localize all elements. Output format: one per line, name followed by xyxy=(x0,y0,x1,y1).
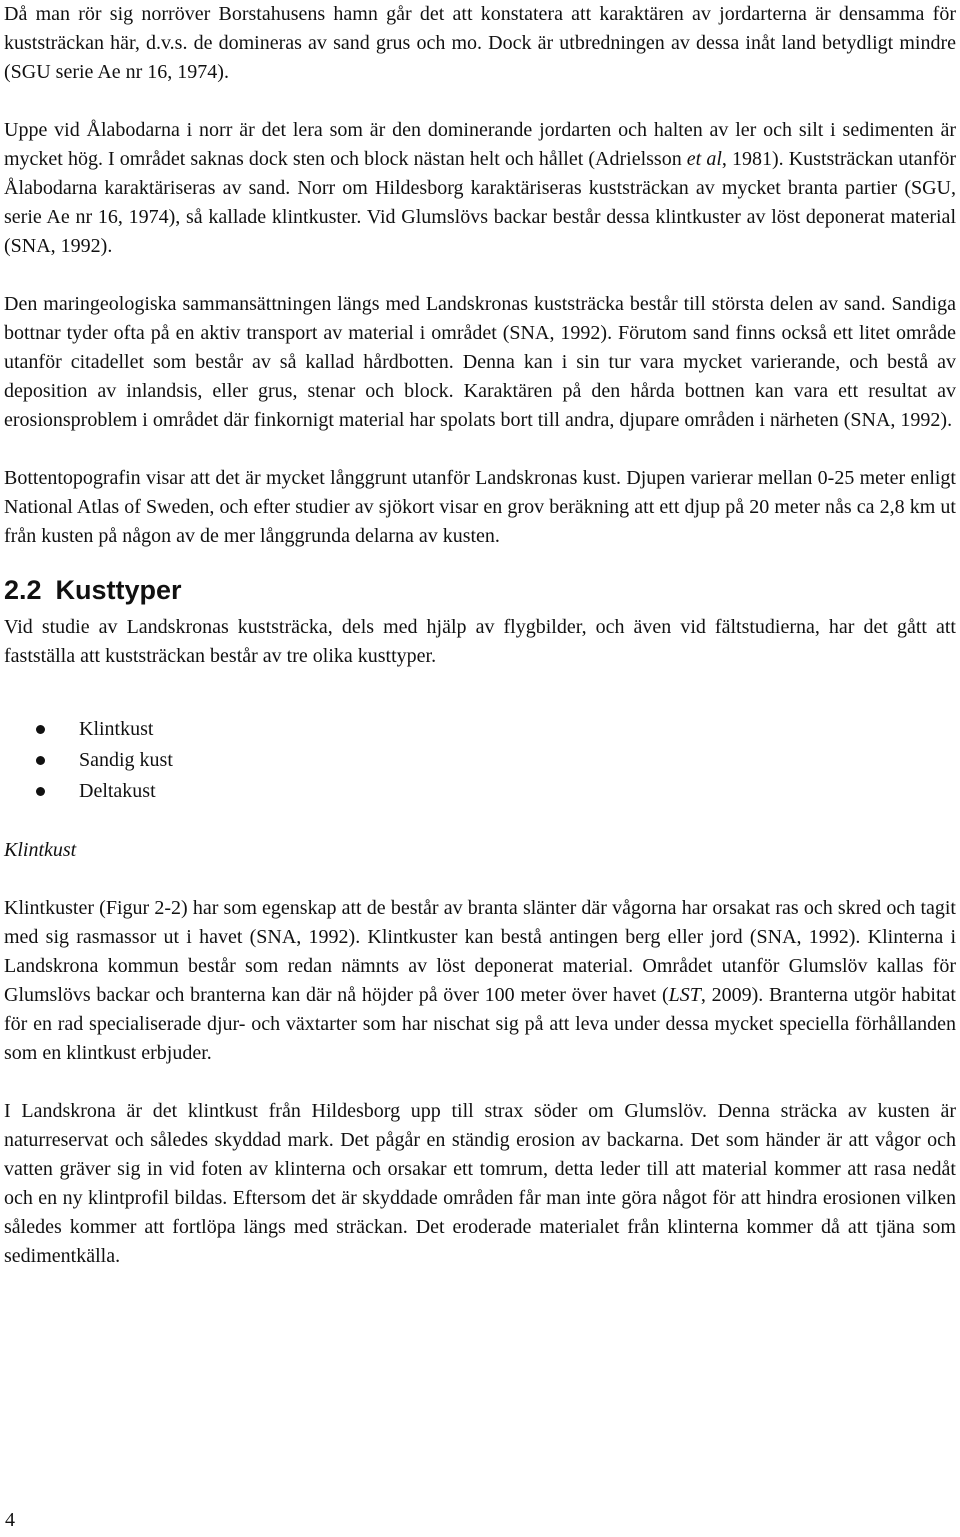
paragraph-landskrona-klintkust: I Landskrona är det klintkust från Hildesborg upp till strax söder om Glumslöv. Denna sträcka av kusten är naturreservat och således skyddad mark. Det pågår en ständig erosion av backarna. Det som händer är att vågor och vatten gräver sig in vid foten av klinterna och orsakar ett tomrum, detta leder till att material kommer att rasa nedåt och en ny klintprofil bildas. Eftersom det är skyddade områden får man inte göra något för att hindra erosionen vilken således kommer att fortlöpa längs med sträckan. Det eroderade materialet från klinterna kommer då att tjäna som sedimentkälla. xyxy=(4,1100,956,1267)
paragraph-alabodarna-text-a: Uppe vid Ålabodarna i norr är det lera som är den dominerande jordarten och halten av ler och silt i sedimenten är mycket hög. I området saknas dock sten och block nästan helt och hållet (Adrielsson xyxy=(4,119,956,170)
paragraph-klintkuster-text-a: Klintkuster (Figur 2-2) har som egenskap att de består av branta slänter där vågorna har orsakat ras och skred och tagit med sig rasmassor ut i havet (SNA, 1992). Klintkuster kan bestå antingen berg eller jord (SNA, 1992). Klinterna i Landskrona kommun består som redan nämnts av löst deponerat material. Området utanför Glumslöv kallas för Glumslövs backar och branterna kan där nå höjder på över 100 meter över havet ( xyxy=(4,897,956,1006)
coast-type-list xyxy=(4,714,956,807)
section-heading xyxy=(4,573,956,607)
section-number: 2.2 xyxy=(4,575,42,605)
list-item-klintkust: Klintkust xyxy=(36,714,956,745)
section-title: Kusttyper xyxy=(55,575,182,605)
list-item-deltakust: Deltakust xyxy=(36,776,956,807)
citation-et-al: et al xyxy=(686,148,722,170)
list-item-sandig-kust: Sandig kust xyxy=(36,745,956,776)
citation-lst: LST xyxy=(668,984,701,1006)
paragraph-alabodarna xyxy=(4,116,956,261)
paragraph-maringeologi: Den maringeologiska sammansättningen längs med Landskronas kuststräcka består till största delen av sand. Sandiga bottnar tyder ofta på en aktiv transport av material i området (SNA, 1992). Förutom sand finns också ett litet område utanför citadellet som består av så kallad hårdbotten. Denna kan i sin tur vara mycket varierande, och bestå av deposition av inlandsis, eller grus, stenar och block. Karaktären på den hårda bottnen kan vara ett resultat av erosionsproblem i området där finkornigt material har spolats bort till andra, djupare områden i närheten (SNA, 1992). xyxy=(4,293,956,431)
section-intro: Vid studie av Landskronas kuststräcka, dels med hjälp av flygbilder, och även vid fältstudierna, har det gått att fastställa att kuststräckan består av tre olika kusttyper. xyxy=(4,616,956,667)
paragraph-borstahusen: Då man rör sig norröver Borstahusens hamn går det att konstatera att karaktären av jordarterna är densamma för kuststräckan här, d.v.s. de domineras av sand grus och mo. Dock är utbredningen av dessa inåt land betydligt mindre (SGU serie Ae nr 16, 1974). xyxy=(4,3,956,83)
page-number: 4 xyxy=(5,1509,15,1531)
subsection-title: Klintkust xyxy=(4,839,77,861)
paragraph-alabodarna-text-b: , 1981). Kuststräckan utanför Ålabodarna karaktäriseras av sand. Norr om Hildesborg karaktäriseras kuststräckan av mycket branta partier (SGU, serie Ae nr 16, 1974), så kallade klintkuster. Vid Glumslövs backar består dessa klintkuster av löst deponerat material (SNA, 1992). xyxy=(4,148,956,257)
paragraph-bottentopografi: Bottentopografin visar att det är mycket långgrunt utanför Landskronas kust. Djupen varierar mellan 0-25 meter enligt National Atlas of Sweden, och efter studier av sjökort visar en grov beräkning att ett djup på 20 meter nås ca 2,8 km ut från kusten på någon av de mer långgrunda delarna av kusten. xyxy=(4,467,956,547)
paragraph-klintkuster-text-b: , 2009). Branterna utgör habitat för en rad specialiserade djur- och växtarter som har nischat sig på att leva under dessa mycket speciella förhållanden som en klintkust erbjuder. xyxy=(4,984,956,1064)
paragraph-klintkuster xyxy=(4,894,956,1068)
